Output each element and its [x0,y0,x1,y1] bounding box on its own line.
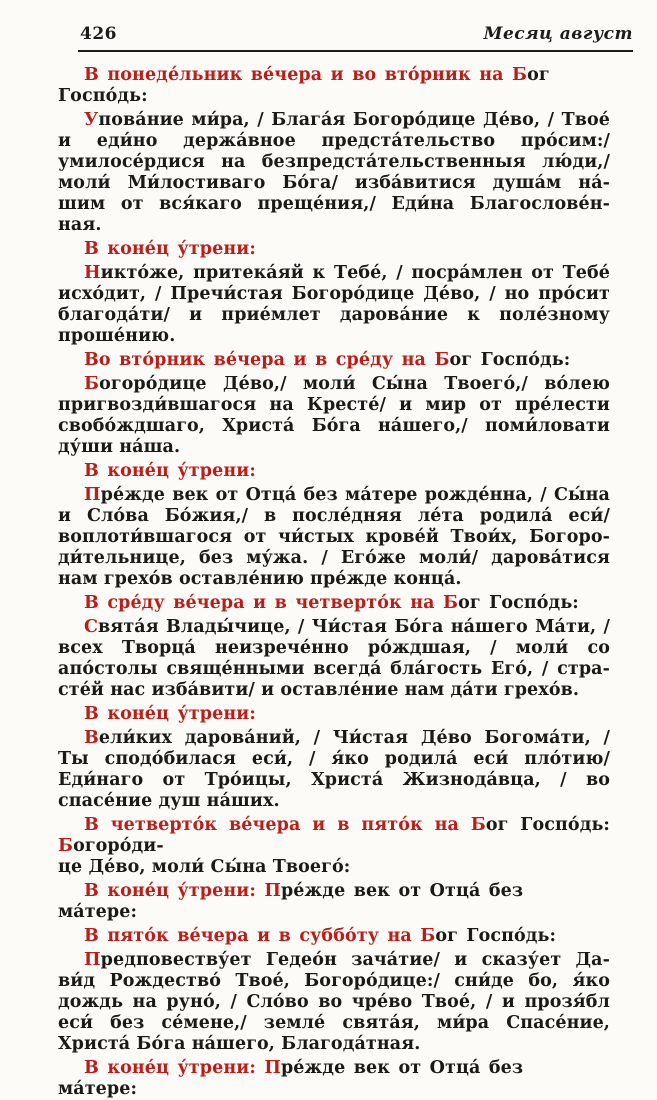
troparion-paragraph [58,617,610,701]
body-text: спасе́ние душ на́ших. [58,791,280,811]
rubric-red-text: В [84,728,99,748]
body-text: ог Госпо́дь: [485,815,610,835]
body-text: Ты сподо́билася еси́, / я́ко родила́ еси́ пло́тию/ [58,749,610,769]
body-text: исхо́дит, / Пречи́стая Богоро́дице Де́во, / но про́сит [58,284,610,304]
text-line [58,971,610,992]
body-text: и еди́но держа́вное предста́тельство про́сим:/ [58,131,610,151]
page-header [58,24,633,44]
body-text: нам грехо́в оставле́нию пре́жде конца́. [58,569,462,589]
body-text: сте́й нас изба́вити/ и оставле́ние нам да́ти грехо́в. [58,680,580,700]
text-line [58,749,610,770]
body-text: це Де́во, моли́ Сы́на Твоего́: [58,857,351,877]
rubric-red-text: В коне́ц у́трени: П [84,1058,281,1078]
body-text: ре́жде век от Отца́ без ма́тере: [58,881,524,922]
text-line [58,1034,610,1055]
body-text: ог Госпо́дь: [58,65,550,106]
body-text: икто́же, притека́яй к Тебе́, / посра́млен от Тебе́ [100,263,610,283]
body-text: ог Госпо́дь: [458,593,579,613]
text-line [58,569,610,590]
text-line [58,1013,610,1034]
body-text: огоро́дице Де́во,/ моли́ Сы́на Твоего́,/ во́лею [99,374,610,394]
text-line [58,395,610,416]
rubric-red-text: У [84,110,99,130]
rubric-red-text: С [84,617,99,637]
body-text: проше́нию. [58,326,176,346]
running-title: Месяц август [483,24,633,44]
text-line [58,374,610,395]
body-text: огоро́ди- [73,836,164,856]
text-line [58,65,610,107]
body-text: шим от вся́каго преще́ния,/ Еди́на Благослове́н- [58,194,610,214]
body-text: еси́ без се́мене,/ земле́ свята́я, ми́ра Спасе́ние, [58,1013,610,1033]
body-text: ная. [58,215,102,235]
text-line [58,617,610,638]
text-line [58,1058,610,1100]
text-line [58,992,610,1013]
rubric-heading [58,350,610,371]
text-line [58,215,610,236]
text-line [58,704,610,725]
text-line [58,239,610,260]
text-line [58,527,610,548]
body-text: умилосе́рдися на безпредста́тельственныя лю́ди,/ [58,152,610,172]
troparion-paragraph [58,374,610,458]
text-line [58,131,610,152]
rubric-red-text: Н [84,263,101,283]
rubric-red-text: В коне́ц у́трени: [84,239,256,259]
rubric-heading [58,239,610,260]
body-text: и Сло́ва Бо́жия,/ в после́дняя ле́та родила́ еси́/ [58,506,610,526]
rubric-red-text: Во вто́рник ве́чера и в сре́ду на Б [84,350,450,370]
body-text: редповеству́ет Гедео́н зача́тие/ и сказу́ет Да- [100,950,610,970]
body-text: пригвозди́вшагося на Кресте́/ и мир от пре́лести [58,395,610,415]
text-line [58,593,610,614]
text-line [58,680,610,701]
rubric-red-text: П [84,485,101,505]
text-line [58,728,610,749]
text-line [58,815,610,857]
header-rule [78,50,633,52]
text-line [58,881,610,923]
rubric-heading [58,704,610,725]
body-text: вята́я Влады́чице, / Чи́стая Бо́га на́шего Ма́ти, / [98,617,610,637]
body-text: благода́ти/ и прие́млет дарова́ние к поле́зному [58,305,610,325]
body-text: свобо́ждшаго, Христа́ Бо́га на́шего,/ поми́ловати [58,416,610,436]
text-line [58,326,610,347]
rubric-red-text: В пято́к ве́чера и в суббо́ту на Б [84,926,436,946]
text-line [58,305,610,326]
body-text: ог Госпо́дь: [449,350,571,370]
text-line [58,284,610,305]
text-line [58,485,610,506]
rubric-heading [58,926,610,947]
rubric-red-text: В коне́ц у́трени: П [84,881,281,901]
troparion-paragraph [58,815,610,878]
body-text: ду́ши на́ша. [58,437,181,457]
body-text: пова́ние ми́ра, / Блага́я Богоро́дице Де́во, / Твое́ [98,110,610,130]
body-text: ди́тельнице, без му́жа. / Его́же моли́/ дарова́тися [58,548,610,568]
text-line [58,506,610,527]
rubric-red-text: В четверто́к ве́чера и в пято́к на Б [84,815,486,835]
text-line [58,857,610,878]
body-text: воплоти́вшагося от чи́стых крове́й Твои́х, Богоро- [58,527,610,547]
body-text: ели́ких дарова́ний, / Чи́стая Де́во Богома́ти, / [98,728,610,748]
body-text: дождь на руно́, / Сло́во во чре́во Твое́, / и прозя́бл [58,992,610,1012]
body-text: ре́жде век от Отца́ без ма́тере рожде́нна, / Сы́на [100,485,610,505]
page-number: 426 [80,24,117,44]
body-text: апо́столы свяще́нными всегда́ бла́гость Его́, / стра- [58,659,610,679]
text-line [58,950,610,971]
rubric-red-text: Б [84,374,100,394]
text-line [58,194,610,215]
rubric-red-text: В понеде́льник ве́чера и во вто́рник на Б [84,65,528,85]
body-text: ог Госпо́дь: [435,926,557,946]
rubric-heading [58,593,610,614]
text-line [58,416,610,437]
text-line [58,461,610,482]
troparion-paragraph [58,485,610,590]
text-line [58,770,610,791]
body-text: моли́ Ми́лостиваго Бо́га/ изба́витися душа́м на́- [58,173,610,193]
rubric-red-text: В коне́ц у́трени: [84,704,256,724]
rubric-heading [58,461,610,482]
text-line [58,173,610,194]
text-line [58,926,610,947]
body-text: Еди́наго от Тро́ицы, Христа́ Жизнода́вца, / во [58,770,610,790]
text-line [58,791,610,812]
text-line [58,263,610,284]
rubric-red-text: П [84,950,101,970]
troparion-paragraph [58,110,610,236]
body-text: всех Творца́ неизрече́нно ро́ждшая, / моли́ со [58,638,610,658]
text-line [58,152,610,173]
troparion-paragraph [58,950,610,1055]
text-line [58,350,610,371]
text-line [58,110,610,131]
body-text: ре́жде век от Отца́ без ма́тере: [58,1058,524,1099]
rubric-heading [58,881,610,923]
rubric-red-text: В коне́ц у́трени: [84,461,256,481]
troparion-paragraph [58,728,610,812]
body-text: ви́д Рождество́ Твое́, Богоро́дице:/ сни́де бо, я́ко [58,971,610,991]
liturgical-text [58,65,610,1100]
troparion-paragraph [58,263,610,347]
text-line [58,437,610,458]
text-line [58,659,610,680]
text-line [58,638,610,659]
rubric-red-text: В сре́ду ве́чера и в четверто́к на Б [84,593,459,613]
rubric-heading [58,1058,610,1100]
rubric-red-text: Б [58,836,74,856]
rubric-heading [58,65,610,107]
body-text: Христа́ Бо́га на́шего, Благода́тная. [58,1034,421,1054]
text-line [58,548,610,569]
